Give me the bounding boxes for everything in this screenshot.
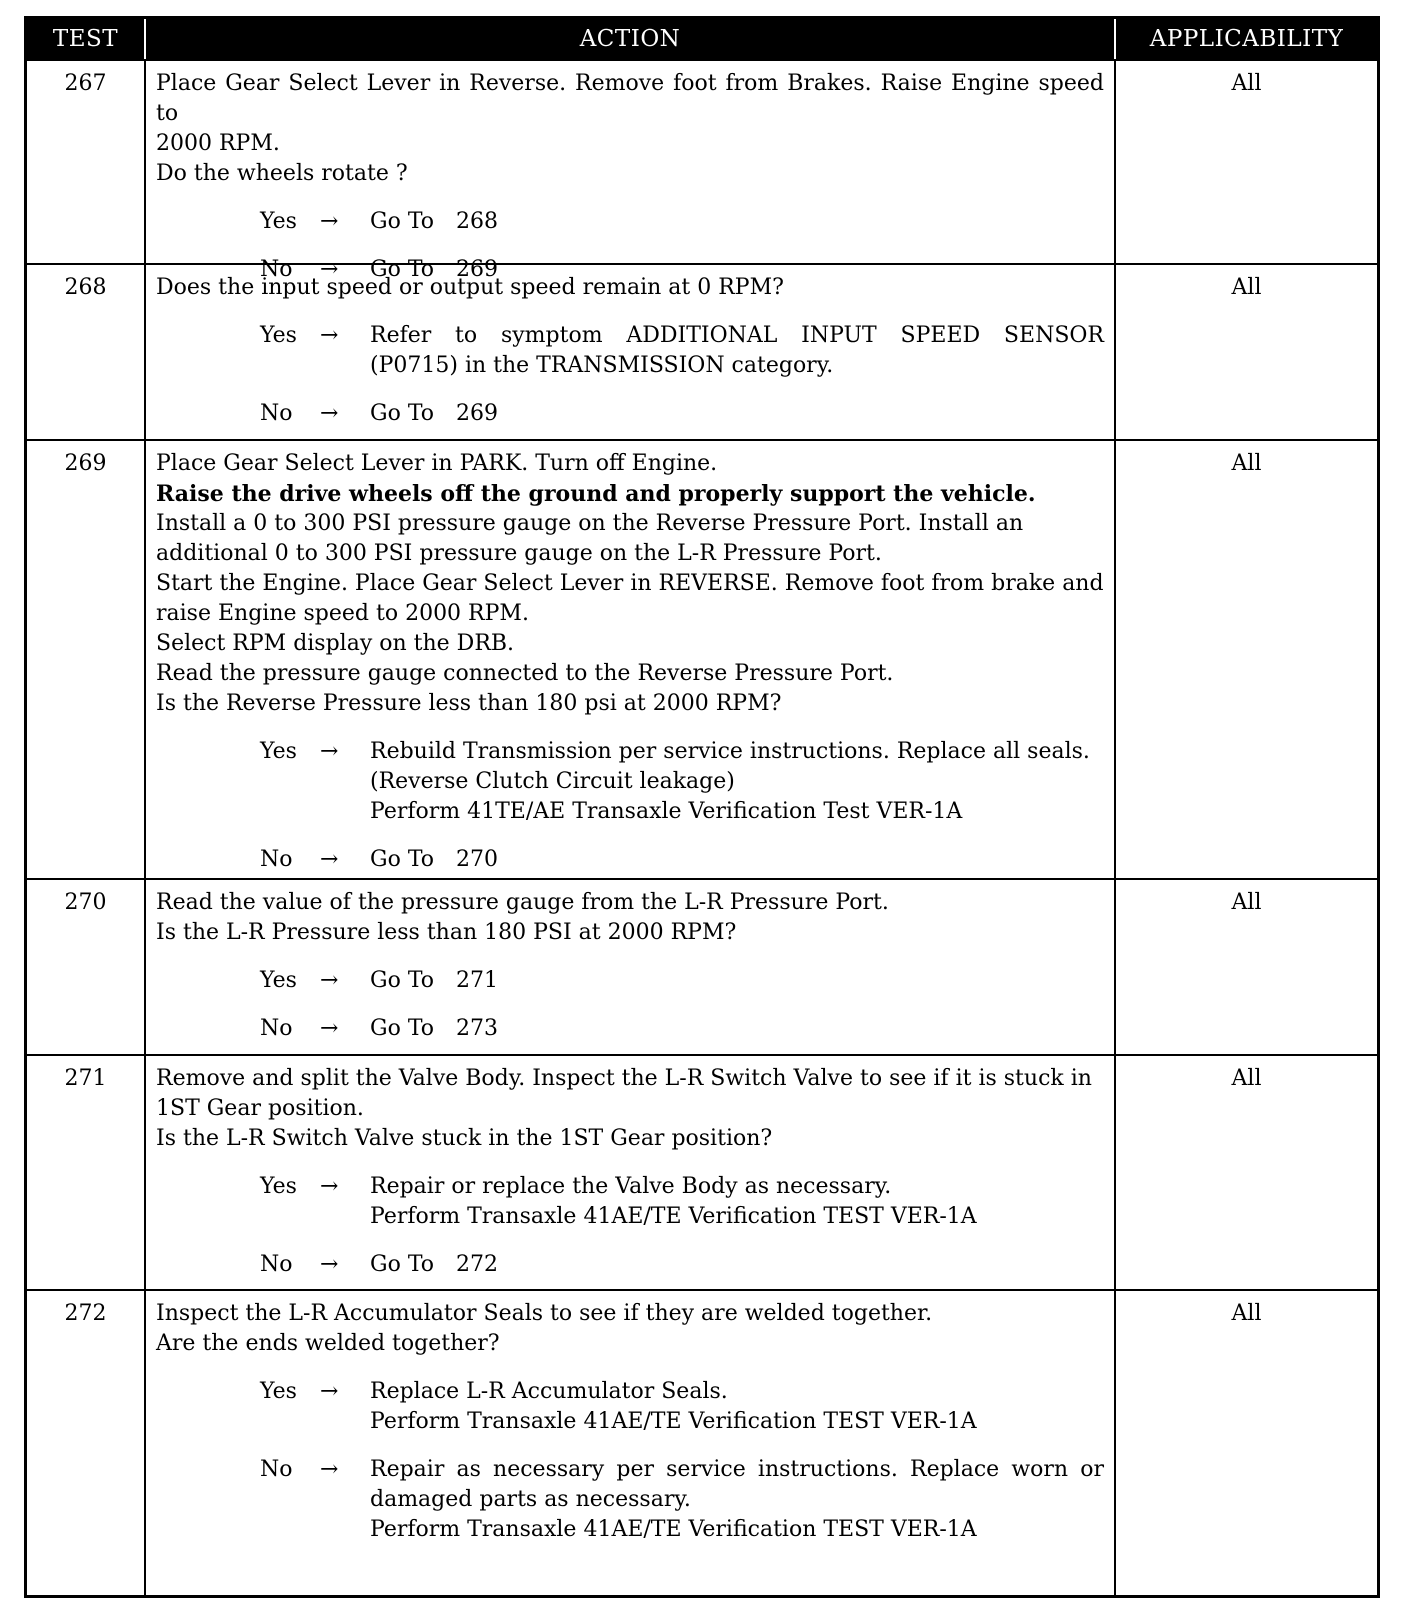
action-line-warning: Raise the drive wheels off the ground and properly support the vehicle. xyxy=(156,481,1036,507)
header-action: ACTION xyxy=(146,19,1116,59)
action-line: Read the pressure gauge connected to the Reverse Pressure Port. xyxy=(156,661,894,686)
applicability-value: All xyxy=(1231,71,1262,96)
applicability-value: All xyxy=(1231,451,1262,476)
action-line: Place Gear Select Lever in Reverse. Remove foot from Brakes. Raise Engine speed to xyxy=(156,71,1104,126)
arrow-right-icon: → xyxy=(320,257,339,282)
no-option xyxy=(260,1455,1104,1545)
action-line: additional 0 to 300 PSI pressure gauge on the L-R Pressure Port. xyxy=(156,541,882,566)
arrow-right-icon: → xyxy=(320,323,339,348)
table-row xyxy=(27,59,1377,282)
yes-option xyxy=(260,737,1104,827)
yes-label: Yes xyxy=(260,739,297,764)
result-line: Rebuild Transmission per service instructions. Replace all seals. xyxy=(370,739,1090,764)
test-number: 271 xyxy=(27,1056,146,1289)
action-line: Is the Reverse Pressure less than 180 psi at 2000 RPM? xyxy=(156,691,782,716)
action-line: Is the L-R Pressure less than 180 PSI at 2000 RPM? xyxy=(156,920,737,945)
goto-label: Go To xyxy=(370,209,435,234)
yes-label: Yes xyxy=(260,209,297,234)
action-line: Inspect the L-R Accumulator Seals to see if they are welded together. xyxy=(156,1301,933,1326)
action-line: Place Gear Select Lever in PARK. Turn off Engine. xyxy=(156,451,718,476)
action-cell xyxy=(146,265,1116,439)
goto-test-number: 268 xyxy=(456,209,499,234)
test-number: 269 xyxy=(27,441,146,878)
action-cell xyxy=(146,61,1116,282)
yes-label: Yes xyxy=(260,968,297,993)
result-line: Replace L-R Accumulator Seals. xyxy=(370,1379,728,1404)
test-number: 272 xyxy=(27,1291,146,1595)
applicability-value: All xyxy=(1231,890,1262,915)
result-line: Perform Transaxle 41AE/TE Verification TEST VER-1A xyxy=(370,1517,977,1542)
no-option xyxy=(260,1014,1104,1044)
action-cell xyxy=(146,441,1116,878)
header-test: TEST xyxy=(27,19,146,59)
goto-test-number: 272 xyxy=(456,1252,499,1277)
action-line: Read the value of the pressure gauge from the L-R Pressure Port. xyxy=(156,890,889,915)
goto-label: Go To xyxy=(370,401,435,426)
result-line: (Reverse Clutch Circuit leakage) xyxy=(370,769,735,794)
applicability-value: All xyxy=(1231,1301,1262,1326)
table-row xyxy=(27,1054,1377,1289)
result-line: (P0715) in the TRANSMISSION category. xyxy=(370,353,834,378)
action-line: Start the Engine. Place Gear Select Lever in REVERSE. Remove foot from brake and xyxy=(156,571,1104,596)
action-cell xyxy=(146,1056,1116,1289)
goto-test-number: 269 xyxy=(456,257,499,282)
goto-label: Go To xyxy=(370,257,435,282)
header-applicability: APPLICABILITY xyxy=(1149,26,1344,52)
action-line: Do the wheels rotate ? xyxy=(156,161,408,186)
result-line: Perform Transaxle 41AE/TE Verification TEST VER-1A xyxy=(370,1409,977,1434)
yes-option xyxy=(260,207,1104,237)
no-label: No xyxy=(260,847,293,872)
arrow-right-icon: → xyxy=(320,1252,339,1277)
no-label: No xyxy=(260,1252,293,1277)
action-line: raise Engine speed to 2000 RPM. xyxy=(156,601,529,626)
action-line: Install a 0 to 300 PSI pressure gauge on the Reverse Pressure Port. Install an xyxy=(156,511,1024,536)
no-label: No xyxy=(260,401,293,426)
arrow-right-icon: → xyxy=(320,1457,339,1482)
goto-label: Go To xyxy=(370,968,435,993)
no-option xyxy=(260,1250,1104,1280)
goto-test-number: 269 xyxy=(456,401,499,426)
yes-label: Yes xyxy=(260,1379,297,1404)
goto-test-number: 271 xyxy=(456,968,499,993)
test-number: 268 xyxy=(27,265,146,439)
test-number: 267 xyxy=(27,61,146,263)
result-line: Refer to symptom ADDITIONAL INPUT SPEED SENSOR xyxy=(370,323,1104,348)
applicability-value: All xyxy=(1231,275,1262,300)
no-label: No xyxy=(260,1016,293,1041)
action-line: Is the L-R Switch Valve stuck in the 1ST Gear position? xyxy=(156,1126,773,1151)
action-line: Does the input speed or output speed remain at 0 RPM? xyxy=(156,275,784,300)
result-line: Perform Transaxle 41AE/TE Verification TEST VER-1A xyxy=(370,1204,977,1229)
yes-option xyxy=(260,966,1104,996)
yes-label: Yes xyxy=(260,323,297,348)
action-line: 1ST Gear position. xyxy=(156,1096,364,1121)
arrow-right-icon: → xyxy=(320,1174,339,1199)
table-row xyxy=(27,439,1377,878)
table-header xyxy=(27,19,1377,59)
goto-label: Go To xyxy=(370,1016,435,1041)
yes-option xyxy=(260,1377,1104,1437)
no-option xyxy=(260,399,1104,429)
action-cell xyxy=(146,880,1116,1054)
arrow-right-icon: → xyxy=(320,847,339,872)
action-line: 2000 RPM. xyxy=(156,131,280,156)
action-line: Select RPM display on the DRB. xyxy=(156,631,515,656)
applicability-value: All xyxy=(1231,1066,1262,1091)
no-label: No xyxy=(260,257,293,282)
table-row xyxy=(27,263,1377,439)
action-line: Remove and split the Valve Body. Inspect the L-R Switch Valve to see if it is stuck in xyxy=(156,1066,1092,1091)
result-line: Perform 41TE/AE Transaxle Verification Test VER-1A xyxy=(370,799,963,824)
action-cell xyxy=(146,1291,1116,1595)
diagnostic-table xyxy=(24,16,1380,1598)
no-label: No xyxy=(260,1457,293,1482)
goto-label: Go To xyxy=(370,1252,435,1277)
result-line: Repair as necessary per service instructions. Replace worn or xyxy=(370,1457,1104,1482)
arrow-right-icon: → xyxy=(320,401,339,426)
arrow-right-icon: → xyxy=(320,209,339,234)
yes-label: Yes xyxy=(260,1174,297,1199)
table-row xyxy=(27,878,1377,1054)
goto-test-number: 270 xyxy=(456,847,499,872)
action-line: Are the ends welded together? xyxy=(156,1331,500,1356)
yes-option xyxy=(260,321,1104,381)
result-line: Repair or replace the Valve Body as necessary. xyxy=(370,1174,892,1199)
arrow-right-icon: → xyxy=(320,739,339,764)
arrow-right-icon: → xyxy=(320,1379,339,1404)
arrow-right-icon: → xyxy=(320,1016,339,1041)
no-option xyxy=(260,845,1104,875)
test-number: 270 xyxy=(27,880,146,1054)
yes-option xyxy=(260,1172,1104,1232)
result-line: damaged parts as necessary. xyxy=(370,1487,691,1512)
table-row xyxy=(27,1289,1377,1595)
goto-label: Go To xyxy=(370,847,435,872)
arrow-right-icon: → xyxy=(320,968,339,993)
goto-test-number: 273 xyxy=(456,1016,499,1041)
